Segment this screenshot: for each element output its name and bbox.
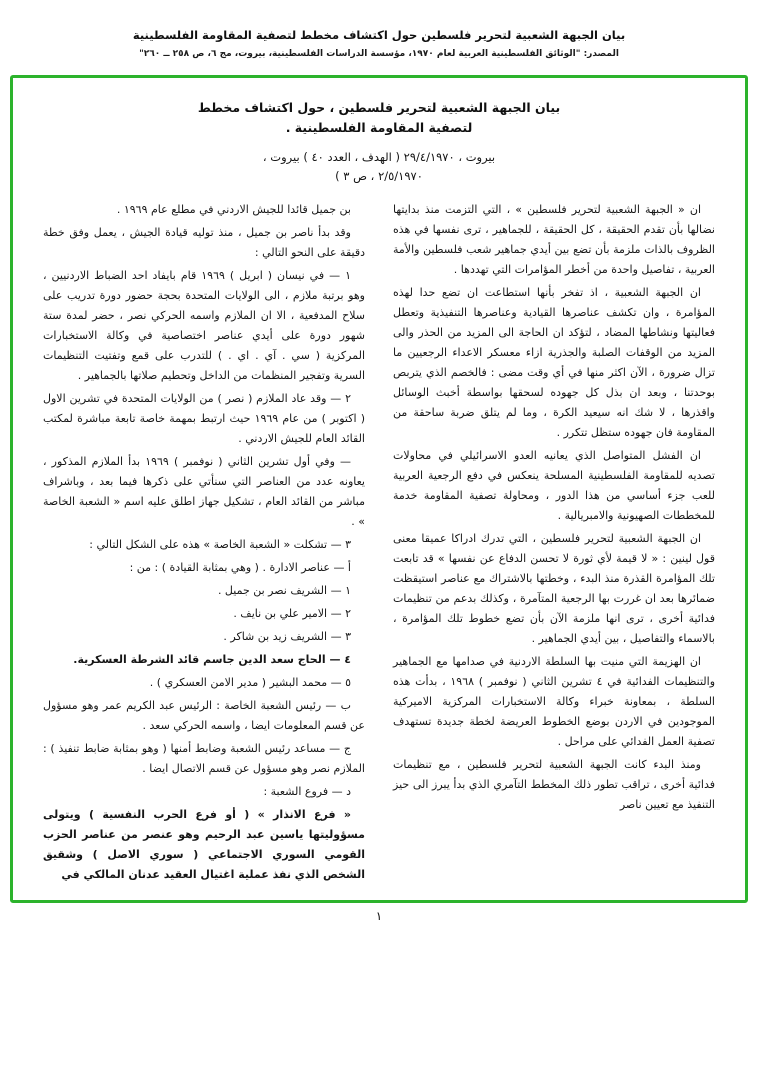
article-columns bbox=[43, 200, 715, 888]
paragraph: وقد بدأ ناصر بن جميل ، منذ توليه قيادة الجيش ، يعمل وفق خطة دقيقة على النحو التالي : bbox=[43, 226, 365, 259]
list-item: ٢ — الامير علي بن نايف . bbox=[233, 607, 351, 620]
paragraph: — وفي أول تشرين الثاني ( نوفمبر ) ١٩٦٩ بدأ الملازم المذكور ، يعاونه عدد من العناصر التي سنأتي على ذكرها فيما بعد ، وباشراف مباشر من القائد العام ، تشكيل جهاز اطلق عليه اسم « الشعبة الخاصة » . bbox=[43, 455, 365, 528]
column-right bbox=[393, 200, 715, 888]
publication-line-1: بيروت ، ٢٩/٤/١٩٧٠ ( الهدف ، العدد ٤٠ ) بيروت ، bbox=[262, 150, 496, 164]
document-frame bbox=[10, 75, 748, 903]
list-item: ٤ — الحاج سعد الدين جاسم قائد الشرطة العسكرية. bbox=[73, 653, 351, 666]
paragraph: ٣ — تشكلت « الشعبة الخاصة » هذه على الشكل التالي : bbox=[89, 538, 351, 551]
paragraph: ان الهزيمة التي منيت بها السلطة الاردنية في صدامها مع الجماهير والتنظيمات الفدائية في ٤ تشرين الثاني ( نوفمبر ) ١٩٦٨ ، بدأت هذه السلطة ، بمعاونة خبراء وكالة الاستخبارات المركزية الاميركية الموجودين في الاردن بوضع الخطوط العريضة لخطة جديدة تستهدف تصفية العمل الفدائي على مراحل . bbox=[393, 655, 716, 748]
paragraph: ان « الجبهة الشعبية لتحرير فلسطين » ، التي التزمت منذ بدايتها نضالها بأن تقدم الحقيقة ، كل الحقيقة ، للجماهير ، ترى نفسها في هذه الظروف بالذات ملزمة بأن تضع بين أيدي جماهير شعب فلسطين والأمة العربية ، تفاصيل واحدة من أخطر المؤامرات التي تهددها . bbox=[393, 203, 715, 276]
paragraph: د — فروع الشعبة : bbox=[263, 785, 351, 798]
header-source-line: المصدر: "الوثائق الفلسطينية العربية لعام ١٩٧٠، مؤسسة الدراسات الفلسطينية، بيروت، مج ٦، ص ٢٥٨ ــ ٢٦٠" bbox=[139, 49, 619, 59]
page-number: ١ bbox=[375, 909, 383, 923]
publication-info bbox=[43, 148, 715, 186]
paragraph: ج — مساعد رئيس الشعبة وضابط أمنها ( وهو بمثابة ضابط تنفيذ ) : الملازم نصر وهو مسؤول عن قسم الاتصال ايضا . bbox=[43, 742, 365, 775]
paragraph: ان الجبهة الشعبية ، اذ تفخر بأنها استطاعت ان تضع حدا لهذه المؤامرة ، وان تكشف عناصرها القيادية وعناصرها التنفيذية وتعطل فعاليتها ونشاطها المضاد ، لتؤكد ان الحاجة الى المزيد من الحذر والى المزيد من الوقفات الصلبة والجذرية ازاء معسكر الاعداء الرجعيين ما تزال ضرورة ، الآن اكثر منها في أي وقت مضى : فالخصم الذي يتربص بوحدتنا ، وبعد ان بذل كل جهوده لسحقها بواسطة أخبث الوسائل واقذرها ، لا شك انه سيعيد الكرة ، وما لم يتلق ضربة ساحقة من المقاومة فان جهوده ستظل تتكرر . bbox=[393, 286, 715, 439]
header-title: بيان الجبهة الشعبية لتحرير فلسطين حول اكتشاف مخطط لتصفية المقاومة الفلسطينية bbox=[132, 28, 626, 42]
publication-line-2: ٢/٥/١٩٧٠ ، ص ٣ ) bbox=[335, 169, 423, 183]
document-title-line-2: لتصفية المقاومة الفلسطينية . bbox=[285, 120, 473, 135]
page-header bbox=[0, 0, 758, 59]
paragraph: ٢ — وقد عاد الملازم ( نصر ) من الولايات المتحدة في تشرين الاول ( اكتوبر ) من عام ١٩٦٩ حيث ارتبط بمهمة خاصة تابعة مباشرة لمكتب القائد العام للجيش الاردني . bbox=[43, 392, 365, 445]
paragraph: أ — عناصر الادارة . ( وهي بمثابة القيادة ) : من : bbox=[129, 561, 351, 574]
paragraph: ١ — في نيسان ( ابريل ) ١٩٦٩ قام بايفاد احد الضباط الاردنيين ، وهو برتبة ملازم ، الى الولايات المتحدة بحجة حضور دورة تدريب على سلاح المدفعية ، الا ان الملازم واسمه الحركي نصر ، حضر لمدة ستة شهور دورة على أيدي عناصر اختصاصية في وكالة الاستخبارات المركزية ( سي . آي . اي . ) للتدرب على قمع وتفتيت التنظيمات السرية وتفجير المنظمات من الداخل وتحطيم صلاتها بالجماهير . bbox=[43, 269, 365, 382]
document-title bbox=[43, 98, 715, 138]
column-left bbox=[43, 200, 365, 888]
paragraph: ان الجبهة الشعبية لتحرير فلسطين ، التي تدرك ادراكا عميقا معنى قول لينين : « لا قيمة لأي ثورة لا تحسن الدفاع عن نفسها » قد تابعت تلك المؤامرة القذرة منذ البدء ، وخطتها بالاشتراك مع عناصر استيقظت ضمائرها بعد ان غررت بها الرجعية المتآمرة ، وكذلك بدعم من تنظيمات فدائية أخرى ، ترى انها ملزمة الآن بأن تضع خطوط تلك المؤامرة ، بالاسماء والتفاصيل ، بين أيدي الجماهير . bbox=[393, 532, 715, 645]
paragraph: ان الفشل المتواصل الذي يعانيه العدو الاسرائيلي في محاولات تصديه للمقاومة الفلسطينية المسلحة ينعكس في دفع الرجعية العربية للعب جزء أساسي من هذا الدور ، ومحاولة تصفية المقاومة خدمة للمخططات الصهيونية والامبريالية . bbox=[393, 449, 715, 522]
paragraph: ومنذ البدء كانت الجبهة الشعبية لتحرير فلسطين ، مع تنظيمات فدائية أخرى ، تراقب تطور ذلك المخطط التآمري الذي بدأ يبرز الى حيز التنفيذ مع تعيين ناصر bbox=[393, 758, 715, 811]
document-title-line-1: بيان الجبهة الشعبية لتحرير فلسطين ، حول اكتشاف مخطط bbox=[197, 100, 561, 115]
paragraph: ب — رئيس الشعبة الخاصة : الرئيس عبد الكريم عمر وهو مسؤول عن قسم المعلومات ايضا ، واسمه الحركي سعد . bbox=[43, 699, 365, 732]
paragraph: بن جميل قائدا للجيش الاردني في مطلع عام ١٩٦٩ . bbox=[116, 203, 351, 216]
list-item: ١ — الشريف نصر بن جميل . bbox=[217, 584, 351, 597]
paragraph: « فرع الانذار » ( أو فرع الحرب النفسية ) ويتولى مسؤوليتها ياسين عبد الرحيم وهو عنصر من عناصر الحزب القومي السوري الاجتماعي ( سوري الاصل ) وشقيق الشخص الذي نفذ عملية اغتيال العقيد عدنان المالكي في bbox=[43, 808, 365, 881]
list-item: ٣ — الشريف زيد بن شاكر . bbox=[223, 630, 351, 643]
list-item: ٥ — محمد البشير ( مدير الامن العسكري ) . bbox=[149, 676, 351, 689]
